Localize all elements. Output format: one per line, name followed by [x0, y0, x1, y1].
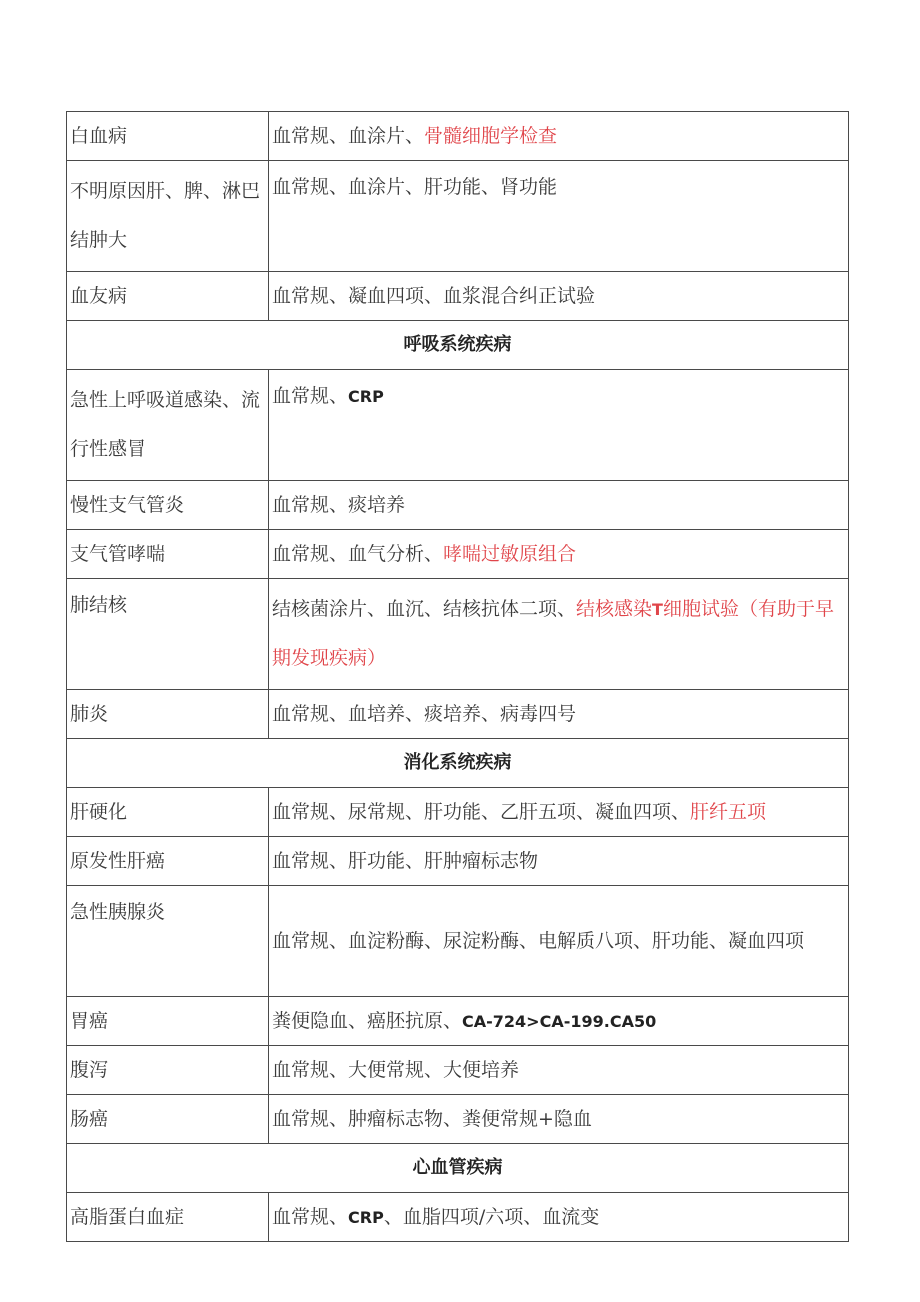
highlight-text: 骨髓细胞学检查 — [424, 125, 558, 147]
tests-cell: 血常规、大便常规、大便培养 — [269, 1046, 849, 1095]
table-row — [67, 161, 849, 272]
table-row — [67, 112, 849, 161]
table-row — [67, 370, 849, 481]
table-row — [67, 579, 849, 690]
tests-cell: 血常规、凝血四项、血浆混合纠正试验 — [269, 272, 849, 321]
table-row — [67, 530, 849, 579]
highlight-text: 哮喘过敏原组合 — [443, 543, 577, 565]
disease-cell: 白血病 — [67, 112, 269, 161]
section-title: 消化系统疾病 — [67, 739, 849, 788]
table-row — [67, 886, 849, 997]
disease-cell: 血友病 — [67, 272, 269, 321]
table-row — [67, 1046, 849, 1095]
disease-cell: 肺结核 — [67, 579, 269, 690]
section-header-row — [67, 321, 849, 370]
disease-cell: 腹泻 — [67, 1046, 269, 1095]
table-row — [67, 997, 849, 1046]
highlight-text: 肝纤五项 — [690, 801, 767, 823]
disease-cell: 胃癌 — [67, 997, 269, 1046]
tests-cell: 血常规、血气分析、哮喘过敏原组合 — [269, 530, 849, 579]
table-row — [67, 1095, 849, 1144]
disease-cell: 肺炎 — [67, 690, 269, 739]
disease-cell: 急性上呼吸道感染、流行性感冒 — [67, 370, 269, 481]
tests-cell: 血常规、血涂片、肝功能、肾功能 — [269, 161, 849, 272]
tests-cell: 血常规、血培养、痰培养、病毒四号 — [269, 690, 849, 739]
disease-cell: 原发性肝癌 — [67, 837, 269, 886]
disease-cell: 高脂蛋白血症 — [67, 1193, 269, 1242]
highlight-text: 结核感染 — [576, 598, 653, 620]
disease-cell: 肠癌 — [67, 1095, 269, 1144]
table-row — [67, 272, 849, 321]
disease-cell: 支气管哮喘 — [67, 530, 269, 579]
tests-cell: 血常规、血涂片、骨髓细胞学检查 — [269, 112, 849, 161]
disease-cell: 不明原因肝、脾、淋巴结肿大 — [67, 161, 269, 272]
tests-cell: 血常规、肝功能、肝肿瘤标志物 — [269, 837, 849, 886]
tests-cell: 血常规、CRP、血脂四项/六项、血流变 — [269, 1193, 849, 1242]
lab-test-table — [66, 111, 849, 1242]
table-row — [67, 481, 849, 530]
disease-cell: 慢性支气管炎 — [67, 481, 269, 530]
table-row — [67, 788, 849, 837]
disease-cell: 急性胰腺炎 — [67, 886, 269, 997]
tests-cell: 血常规、血淀粉酶、尿淀粉酶、电解质八项、肝功能、凝血四项 — [269, 886, 849, 997]
section-title: 呼吸系统疾病 — [67, 321, 849, 370]
table-row — [67, 837, 849, 886]
tests-cell: 血常规、CRP — [269, 370, 849, 481]
tests-cell: 血常规、肿瘤标志物、粪便常规+隐血 — [269, 1095, 849, 1144]
tests-cell: 粪便隐血、癌胚抗原、CA-724>CA-199.CA50 — [269, 997, 849, 1046]
tests-cell: 结核菌涂片、血沉、结核抗体二项、结核感染T细胞试验（有助于早期发现疾病） — [269, 579, 849, 690]
tests-cell: 血常规、尿常规、肝功能、乙肝五项、凝血四项、肝纤五项 — [269, 788, 849, 837]
tests-cell: 血常规、痰培养 — [269, 481, 849, 530]
section-header-row — [67, 1144, 849, 1193]
table-row — [67, 1193, 849, 1242]
table-row — [67, 690, 849, 739]
disease-cell: 肝硬化 — [67, 788, 269, 837]
section-header-row — [67, 739, 849, 788]
section-title: 心血管疾病 — [67, 1144, 849, 1193]
